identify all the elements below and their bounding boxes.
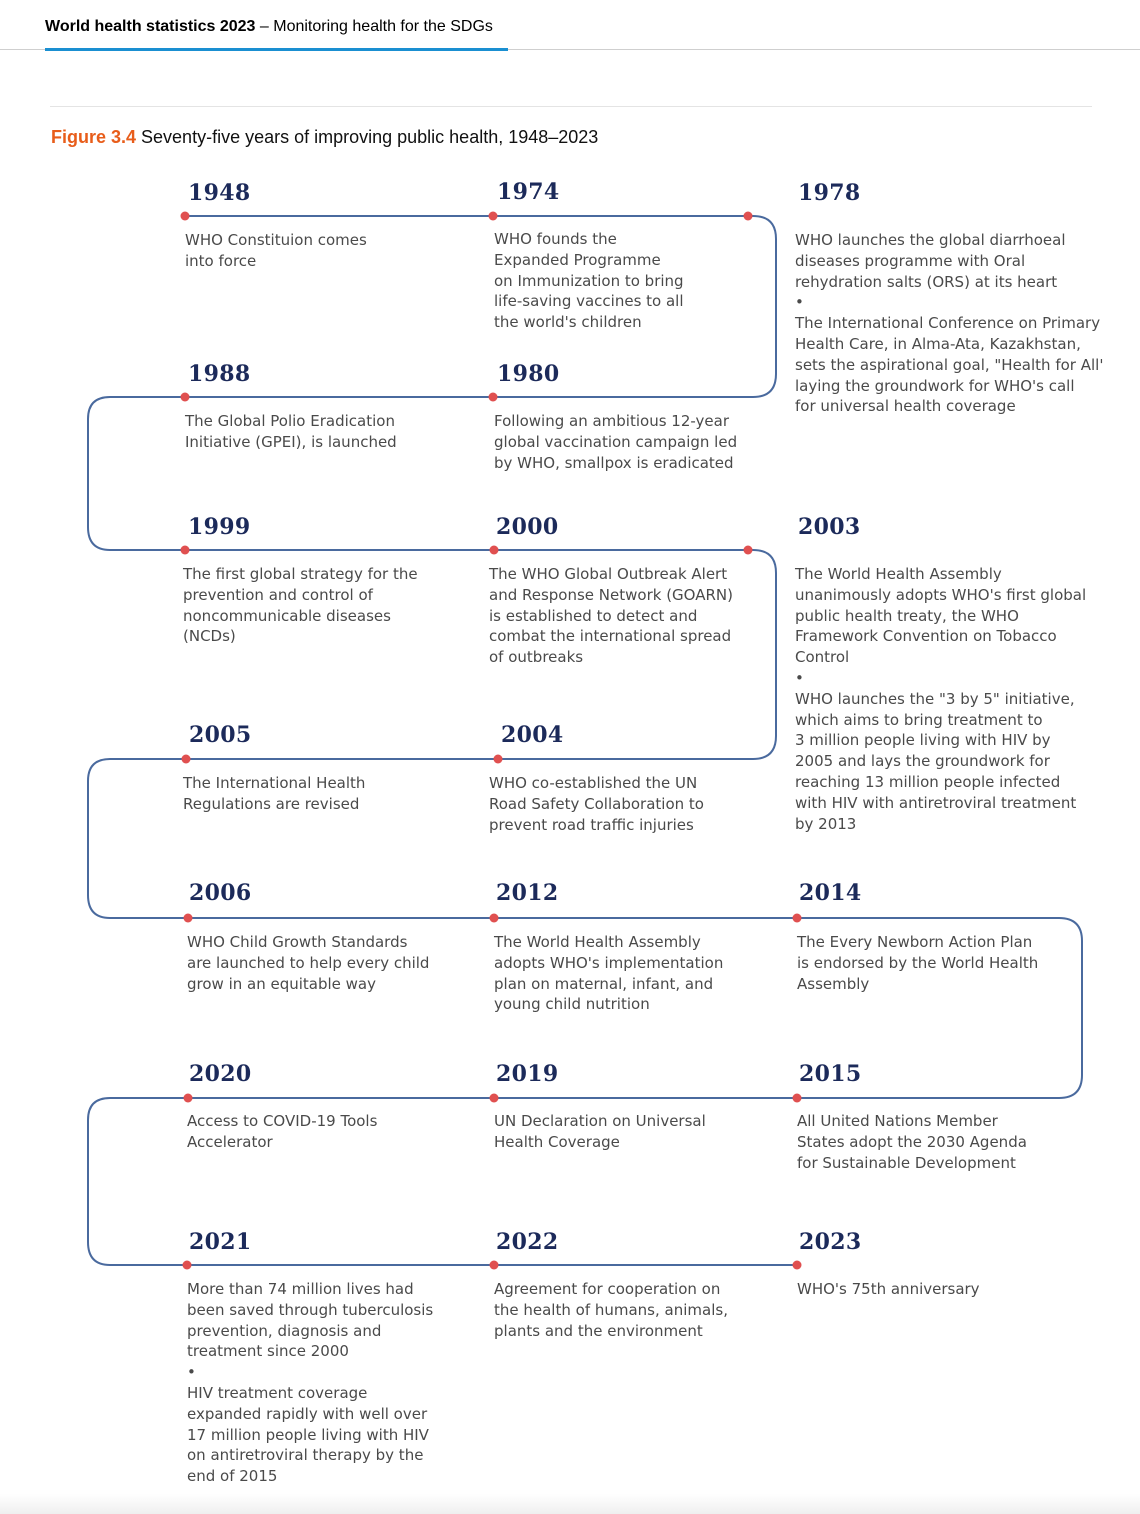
event-description	[494, 411, 784, 473]
event-year: 1980	[497, 361, 560, 387]
event-description	[795, 230, 1105, 417]
event-text-line: prevention, diagnosis and	[187, 1321, 382, 1340]
event-description	[489, 773, 779, 835]
event-text-line: the health of humans, animals,	[494, 1300, 728, 1319]
event-text-line: WHO launches the global diarrhoeal	[795, 231, 1066, 249]
event-year: 1974	[497, 179, 560, 205]
event-year: 2019	[496, 1061, 559, 1087]
event-text-line: by WHO, smallpox is eradicated	[494, 453, 734, 472]
event-description	[797, 932, 1087, 994]
event-text-line: is established to detect and	[489, 606, 698, 625]
event-text-line: laying the groundwork for WHO's call	[795, 376, 1075, 395]
event-description	[494, 229, 784, 333]
page-bottom-shade	[0, 1494, 1140, 1514]
event-text-line: are launched to help every child	[187, 953, 430, 972]
event-text-line: diseases programme with Oral	[795, 251, 1026, 270]
figure-label: Figure 3.4	[51, 127, 137, 147]
event-text-line: WHO co-established the UN	[489, 774, 698, 792]
event-text-line: Assembly	[797, 974, 870, 993]
event-year: 2000	[496, 514, 559, 540]
event-text-line: Agreement for cooperation on	[494, 1280, 721, 1298]
event-text-line: into force	[185, 251, 257, 270]
timeline-dot	[793, 1094, 802, 1103]
timeline-dot	[184, 914, 193, 923]
event-text-line: States adopt the 2030 Agenda	[797, 1132, 1027, 1151]
event-description	[185, 411, 475, 453]
event-text-line: WHO launches the "3 by 5" initiative,	[795, 689, 1075, 708]
event-year: 2015	[799, 1061, 862, 1087]
event-text-line: of outbreaks	[489, 648, 584, 667]
event-text-line: UN Declaration on Universal	[494, 1112, 706, 1130]
event-text-line: Health Care, in Alma-Ata, Kazakhstan,	[795, 334, 1081, 353]
event-year: 2012	[496, 880, 559, 906]
event-text-line: adopts WHO's implementation	[494, 953, 724, 972]
event-description	[185, 230, 475, 272]
event-text-line: Accelerator	[187, 1132, 273, 1151]
event-text-line: Control	[795, 648, 850, 667]
timeline-dot	[490, 546, 499, 555]
event-description	[494, 1279, 784, 1341]
event-text-line: is endorsed by the World Health	[797, 953, 1039, 972]
event-description	[795, 564, 1105, 834]
timeline-dot	[184, 1094, 193, 1103]
event-text-line: Expanded Programme	[494, 250, 661, 269]
timeline-dot	[183, 1261, 192, 1270]
event-year: 2006	[189, 880, 252, 906]
event-text-line: (NCDs)	[183, 627, 236, 646]
event-text-line: 3 million people living with HIV by	[795, 731, 1051, 750]
bullet-separator: •	[795, 293, 804, 312]
event-description	[489, 564, 779, 668]
timeline-dot	[490, 914, 499, 923]
event-text-line: More than 74 million lives had	[187, 1280, 414, 1298]
event-text-line: WHO Child Growth Standards	[187, 933, 408, 951]
event-year: 2004	[501, 722, 564, 748]
timeline-dot	[490, 1261, 499, 1270]
event-text-line: with HIV with antiretroviral treatment	[795, 793, 1077, 812]
event-description	[494, 1111, 784, 1153]
event-text-line: rehydration salts (ORS) at its heart	[795, 272, 1058, 291]
event-text-line: Following an ambitious 12-year	[494, 412, 729, 430]
event-description	[183, 564, 473, 647]
event-text-line: expanded rapidly with well over	[187, 1404, 428, 1423]
event-text-line: Road Safety Collaboration to	[489, 794, 704, 813]
timeline-dot	[181, 393, 190, 402]
event-description	[187, 1279, 477, 1487]
event-text-line: The World Health Assembly	[494, 933, 701, 951]
event-year: 2020	[189, 1061, 252, 1087]
event-text-line: Framework Convention on Tobacco	[795, 627, 1057, 646]
event-text-line: Regulations are revised	[183, 794, 360, 813]
event-text-line: WHO founds the	[494, 230, 617, 248]
event-text-line: treatment since 2000	[187, 1342, 349, 1361]
event-year: 2014	[799, 880, 862, 906]
event-text-line: for Sustainable Development	[797, 1153, 1016, 1172]
event-year: 2023	[799, 1229, 862, 1255]
event-description	[797, 1279, 1087, 1300]
event-text-line: plants and the environment	[494, 1321, 703, 1340]
event-text-line: The World Health Assembly	[795, 565, 1002, 583]
event-text-line: by 2013	[795, 814, 857, 833]
event-text-line: Access to COVID-19 Tools	[187, 1112, 378, 1130]
timeline-dot	[494, 755, 503, 764]
timeline-dot	[489, 212, 498, 221]
event-text-line: been saved through tuberculosis	[187, 1300, 434, 1319]
event-text-line: grow in an equitable way	[187, 974, 377, 993]
event-text-line: life-saving vaccines to all	[494, 292, 684, 311]
event-text-line: 17 million people living with HIV	[187, 1425, 429, 1444]
event-text-line: The WHO Global Outbreak Alert	[489, 565, 728, 583]
event-description	[187, 932, 477, 994]
timeline-dot	[181, 546, 190, 555]
timeline-dot	[793, 1261, 802, 1270]
event-text-line: noncommunicable diseases	[183, 606, 391, 625]
event-text-line: unanimously adopts WHO's first global	[795, 585, 1087, 604]
timeline-dot	[182, 755, 191, 764]
event-text-line: and Response Network (GOARN)	[489, 585, 733, 604]
event-text-line: The first global strategy for the	[183, 565, 418, 583]
event-text-line: WHO's 75th anniversary	[797, 1280, 980, 1298]
event-description	[494, 932, 784, 1015]
event-text-line: on antiretroviral therapy by the	[187, 1446, 424, 1465]
event-text-line: the world's children	[494, 313, 642, 332]
event-text-line: plan on maternal, infant, and	[494, 974, 714, 993]
timeline-dot	[181, 212, 190, 221]
timeline-dot	[744, 546, 753, 555]
event-year: 2022	[496, 1229, 559, 1255]
event-text-line: combat the international spread	[489, 627, 732, 646]
event-text-line: which aims to bring treatment to	[795, 710, 1043, 729]
event-year: 1999	[188, 514, 251, 540]
bullet-separator: •	[187, 1363, 196, 1382]
event-text-line: The International Conference on Primary	[795, 314, 1101, 333]
event-text-line: prevent road traffic injuries	[489, 815, 694, 834]
event-text-line: The Global Polio Eradication	[185, 412, 395, 430]
event-description	[187, 1111, 477, 1153]
event-text-line: young child nutrition	[494, 995, 650, 1014]
event-text-line: HIV treatment coverage	[187, 1383, 368, 1402]
event-year: 2003	[798, 514, 861, 540]
event-text-line: public health treaty, the WHO	[795, 606, 1019, 625]
event-text-line: Initiative (GPEI), is launched	[185, 432, 397, 451]
event-year: 2021	[189, 1229, 252, 1255]
event-text-line: on Immunization to bring	[494, 271, 684, 290]
timeline-dot	[744, 212, 753, 221]
timeline-dot	[490, 1094, 499, 1103]
event-description	[183, 773, 473, 815]
event-text-line: for universal health coverage	[795, 397, 1016, 416]
event-text-line: sets the aspirational goal, "Health for All'	[795, 355, 1104, 374]
event-year: 1978	[798, 180, 861, 206]
report-title: World health statistics 2023	[45, 18, 256, 35]
event-year: 2005	[189, 722, 252, 748]
event-text-line: All United Nations Member	[797, 1112, 998, 1130]
event-text-line: end of 2015	[187, 1467, 278, 1486]
event-text-line: global vaccination campaign led	[494, 432, 738, 451]
timeline-dot	[793, 914, 802, 923]
figure-caption: Seventy-five years of improving public health, 1948–2023	[136, 127, 599, 147]
report-subtitle: – Monitoring health for the SDGs	[255, 18, 493, 35]
event-year: 1948	[188, 180, 251, 206]
timeline-dot	[489, 393, 498, 402]
event-description	[797, 1111, 1087, 1173]
event-text-line: WHO Constituion comes	[185, 231, 367, 249]
event-text-line: The International Health	[183, 774, 366, 792]
bullet-separator: •	[795, 668, 804, 687]
event-year: 1988	[188, 361, 251, 387]
event-text-line: Health Coverage	[494, 1132, 620, 1151]
event-text-line: reaching 13 million people infected	[795, 772, 1061, 791]
event-text-line: The Every Newborn Action Plan	[797, 933, 1033, 951]
event-text-line: prevention and control of	[183, 585, 373, 604]
event-text-line: 2005 and lays the groundwork for	[795, 752, 1050, 771]
